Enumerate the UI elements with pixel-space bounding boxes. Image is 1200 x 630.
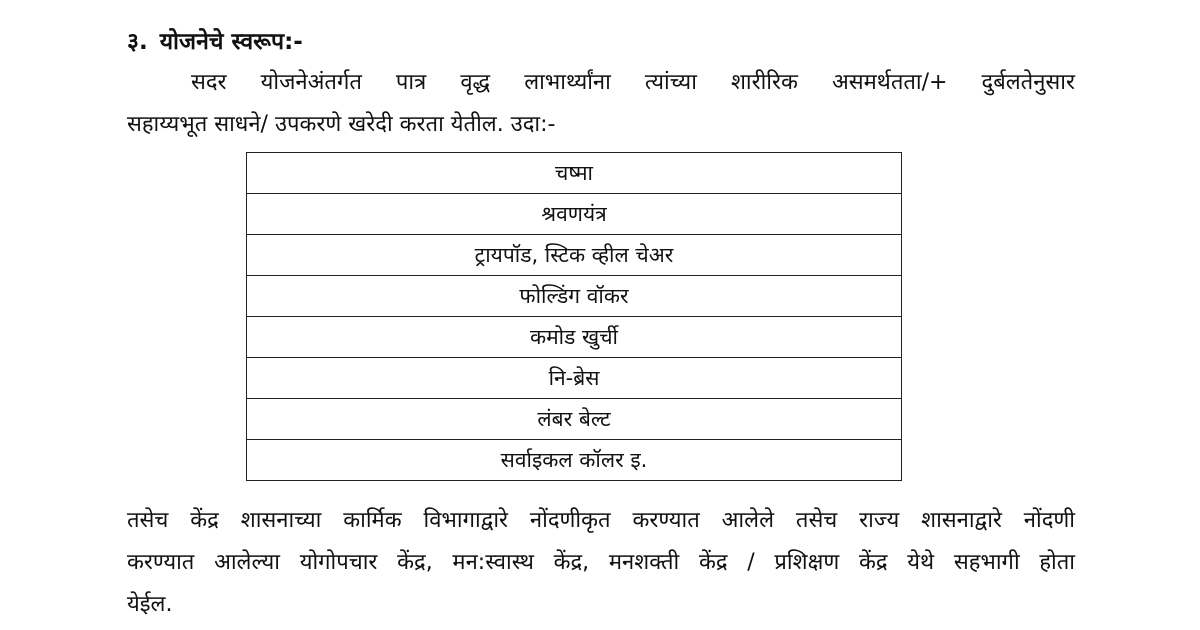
table-cell: कमोड खुर्ची xyxy=(247,317,902,358)
closing-paragraph xyxy=(127,500,1075,626)
table-cell: श्रवणयंत्र xyxy=(247,194,902,235)
table-cell: चष्मा xyxy=(247,153,902,194)
table-cell: सर्वाइकल कॉलर इ. xyxy=(247,440,902,481)
table-cell: नि-ब्रेस xyxy=(247,358,902,399)
table-cell: फोल्डिंग वॉकर xyxy=(247,276,902,317)
closing-line-3: येईल. xyxy=(127,592,173,617)
table-cell: ट्रायपॉड, स्टिक व्हील चेअर xyxy=(247,235,902,276)
closing-line-2: करण्यात आलेल्या योगोपचार केंद्र, मन:स्वास्थ केंद्र, मनशक्ती केंद्र / प्रशिक्षण केंद्र येथे सहभागी होता xyxy=(127,550,1075,575)
intro-paragraph xyxy=(127,62,1075,146)
intro-line-1: सदर योजनेअंतर्गत पात्र वृद्ध लाभार्थ्यांना त्यांच्या शारीरिक असमर्थतता/+ दुर्बलतेनुसार xyxy=(191,70,1075,95)
intro-line-2: सहाय्यभूत साधने/ उपकरणे खरेदी करता येतील. उदा:- xyxy=(127,112,556,137)
table-row xyxy=(247,235,902,276)
table-row xyxy=(247,153,902,194)
section-number: ३. xyxy=(127,29,148,55)
table-row xyxy=(247,317,902,358)
closing-line-1: तसेच केंद्र शासनाच्या कार्मिक विभागाद्वारे नोंदणीकृत करण्यात आलेले तसेच राज्य शासनाद्वारे नोंदणी xyxy=(127,508,1075,533)
table-cell: लंबर बेल्ट xyxy=(247,399,902,440)
equipment-table xyxy=(246,152,902,481)
table-row xyxy=(247,358,902,399)
section-heading xyxy=(127,24,303,56)
table-row xyxy=(247,399,902,440)
table-row xyxy=(247,440,902,481)
table-row xyxy=(247,276,902,317)
section-title: योजनेचे स्वरूप:- xyxy=(159,29,303,55)
table-row xyxy=(247,194,902,235)
